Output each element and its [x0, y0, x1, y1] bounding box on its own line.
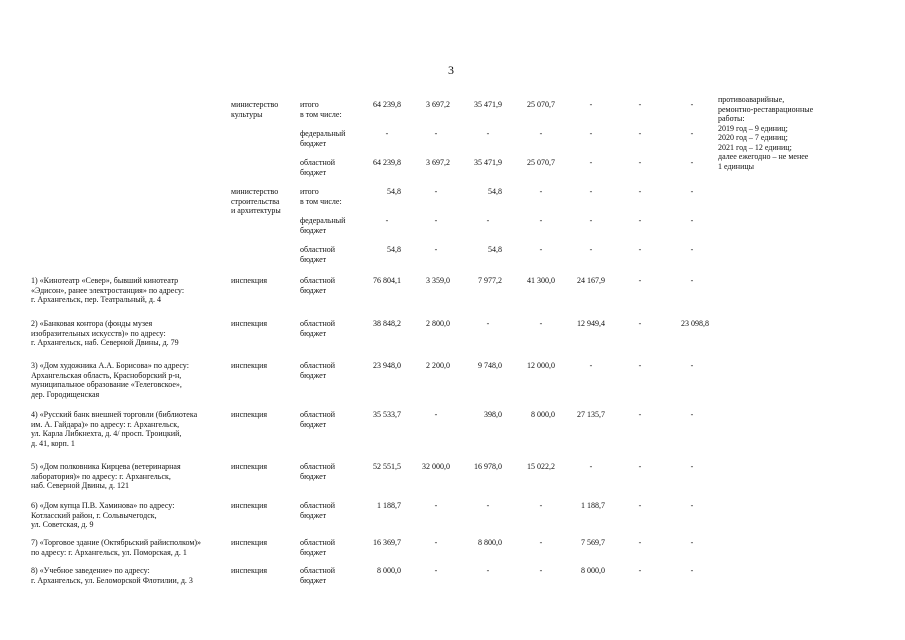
value-cell: - [434, 410, 438, 419]
value-cell: - [638, 501, 642, 510]
value-cell: - [589, 129, 593, 138]
responsible-org: министерство культуры [231, 100, 279, 119]
value-cell: - [486, 129, 490, 138]
value-cell: - [690, 245, 694, 254]
funding-source: областной бюджет [300, 276, 336, 295]
responsible-org: министерство строительства и архитектуры [231, 187, 281, 215]
value-cell: 7 569,7 [581, 538, 605, 547]
value-cell: 3 697,2 [426, 158, 450, 167]
value-cell: 12 949,4 [577, 319, 605, 328]
value-cell: - [589, 158, 593, 167]
value-cell: - [539, 566, 543, 575]
value-cell: 54,8 [387, 187, 401, 196]
value-cell: - [690, 276, 694, 285]
value-cell: 64 239,8 [373, 100, 401, 109]
value-cell: 7 977,2 [478, 276, 502, 285]
value-cell: - [690, 462, 694, 471]
value-cell: - [434, 216, 438, 225]
value-cell: 52 551,5 [373, 462, 401, 471]
responsible-org: инспекция [231, 462, 268, 471]
value-cell: 8 000,0 [581, 566, 605, 575]
value-cell: 23 948,0 [373, 361, 401, 370]
value-cell: - [690, 129, 694, 138]
value-cell: 25 070,7 [527, 158, 555, 167]
object-name: 7) «Торговое здание (Октябрьский райисполком)» по адресу: г. Архангельск, ул. Поморская, д. 1 [31, 538, 202, 557]
funding-source: областной бюджет [300, 501, 336, 520]
funding-source: областной бюджет [300, 319, 336, 338]
value-cell: - [539, 245, 543, 254]
responsible-org: инспекция [231, 566, 268, 575]
value-cell: - [690, 501, 694, 510]
value-cell: - [638, 158, 642, 167]
value-cell: - [434, 501, 438, 510]
value-cell: 35 533,7 [373, 410, 401, 419]
funding-source: областной бюджет [300, 462, 336, 481]
object-name: 4) «Русский банк внешней торговли (библиотека им. А. Гайдара)» по адресу: г. Архангельск, ул. Карла Либкнехта, д. 4/ просп. Троицкий, д. 41, корп. 1 [31, 410, 198, 448]
value-cell: - [486, 566, 490, 575]
object-name: 8) «Учебное заведение» по адресу: г. Архангельск, ул. Беломорской Флотилии, д. 3 [31, 566, 193, 585]
value-cell: 38 848,2 [373, 319, 401, 328]
value-cell: - [690, 216, 694, 225]
value-cell: - [434, 129, 438, 138]
funding-source: областной бюджет [300, 566, 336, 585]
value-cell: - [638, 216, 642, 225]
responsible-org: инспекция [231, 410, 268, 419]
value-cell: - [638, 187, 642, 196]
value-cell: - [690, 100, 694, 109]
responsible-org: инспекция [231, 538, 268, 547]
value-cell: - [638, 538, 642, 547]
outcome-note: противоаварийные, ремонтно-реставрационные работы: 2019 год – 9 единиц; 2020 год – 7 единиц; 2021 год – 12 единиц; далее ежегодно – не менее 1 единицы [718, 95, 814, 171]
value-cell: 12 000,0 [527, 361, 555, 370]
value-cell: - [589, 187, 593, 196]
value-cell: - [434, 245, 438, 254]
value-cell: - [638, 129, 642, 138]
value-cell: 1 188,7 [377, 501, 401, 510]
value-cell: 16 978,0 [474, 462, 502, 471]
responsible-org: инспекция [231, 276, 268, 285]
funding-source: областной бюджет [300, 538, 336, 557]
value-cell: 8 000,0 [531, 410, 555, 419]
value-cell: 1 188,7 [581, 501, 605, 510]
value-cell: - [589, 462, 593, 471]
object-name: 5) «Дом полковника Кирцева (ветеринарная лаборатория)» по адресу: г. Архангельск, наб. Северной Двины, д. 121 [31, 462, 181, 490]
value-cell: 64 239,8 [373, 158, 401, 167]
value-cell: - [385, 129, 389, 138]
value-cell: - [539, 187, 543, 196]
value-cell: - [589, 361, 593, 370]
value-cell: - [539, 538, 543, 547]
value-cell: 15 022,2 [527, 462, 555, 471]
value-cell: 8 000,0 [377, 566, 401, 575]
responsible-org: инспекция [231, 361, 268, 370]
value-cell: - [690, 538, 694, 547]
value-cell: 23 098,8 [681, 319, 709, 328]
value-cell: 41 300,0 [527, 276, 555, 285]
value-cell: - [638, 100, 642, 109]
value-cell: - [539, 129, 543, 138]
value-cell: 35 471,9 [474, 100, 502, 109]
value-cell: - [434, 187, 438, 196]
page-number: 3 [448, 63, 454, 77]
value-cell: 398,0 [484, 410, 502, 419]
value-cell: - [486, 319, 490, 328]
value-cell: 16 369,7 [373, 538, 401, 547]
value-cell: - [434, 566, 438, 575]
value-cell: - [638, 319, 642, 328]
value-cell: 54,8 [488, 245, 502, 254]
funding-source: областной бюджет [300, 361, 336, 380]
object-name: 2) «Банковая контора (фонды музея изобразительных искусств)» по адресу: г. Архангельск, наб. Северной Двины, д. 79 [31, 319, 179, 347]
object-name: 1) «Кинотеатр «Север», бывший кинотеатр «Эдисон», ранее электростанция» по адресу: г. Архангельск, пер. Театральный, д. 4 [31, 276, 185, 304]
value-cell: - [690, 158, 694, 167]
value-cell: 35 471,9 [474, 158, 502, 167]
funding-source: областной бюджет [300, 245, 336, 264]
value-cell: - [638, 245, 642, 254]
value-cell: 2 800,0 [426, 319, 450, 328]
value-cell: 3 359,0 [426, 276, 450, 285]
value-cell: - [589, 216, 593, 225]
value-cell: 27 135,7 [577, 410, 605, 419]
value-cell: - [539, 216, 543, 225]
value-cell: 32 000,0 [422, 462, 450, 471]
value-cell: - [638, 410, 642, 419]
value-cell: - [385, 216, 389, 225]
value-cell: 3 697,2 [426, 100, 450, 109]
responsible-org: инспекция [231, 319, 268, 328]
value-cell: - [486, 216, 490, 225]
value-cell: - [690, 187, 694, 196]
value-cell: 9 748,0 [478, 361, 502, 370]
funding-source: областной бюджет [300, 158, 336, 177]
funding-source: итого в том числе: [300, 100, 342, 119]
value-cell: 54,8 [488, 187, 502, 196]
value-cell: - [486, 501, 490, 510]
value-cell: - [690, 566, 694, 575]
value-cell: - [638, 566, 642, 575]
object-name: 3) «Дом художника А.А. Борисова» по адресу: Архангельская область, Красноборский р-н, муниципальное образование «Телеговское», дер. Городищенская [31, 361, 189, 399]
value-cell: - [539, 319, 543, 328]
value-cell: 24 167,9 [577, 276, 605, 285]
value-cell: 54,8 [387, 245, 401, 254]
value-cell: - [638, 462, 642, 471]
responsible-org: инспекция [231, 501, 268, 510]
value-cell: - [638, 361, 642, 370]
funding-source: итого в том числе: [300, 187, 342, 206]
funding-source: федеральный бюджет [300, 129, 346, 148]
value-cell: - [690, 410, 694, 419]
funding-source: областной бюджет [300, 410, 336, 429]
value-cell: - [539, 501, 543, 510]
object-name: 6) «Дом купца П.В. Хаминова» по адресу: Котласский район, г. Сольвычегодск, ул. Советская, д. 9 [31, 501, 175, 529]
value-cell: - [589, 100, 593, 109]
value-cell: 8 800,0 [478, 538, 502, 547]
value-cell: - [434, 538, 438, 547]
value-cell: 25 070,7 [527, 100, 555, 109]
value-cell: - [638, 276, 642, 285]
value-cell: - [589, 245, 593, 254]
value-cell: 76 804,1 [373, 276, 401, 285]
value-cell: - [690, 361, 694, 370]
value-cell: 2 200,0 [426, 361, 450, 370]
funding-source: федеральный бюджет [300, 216, 346, 235]
